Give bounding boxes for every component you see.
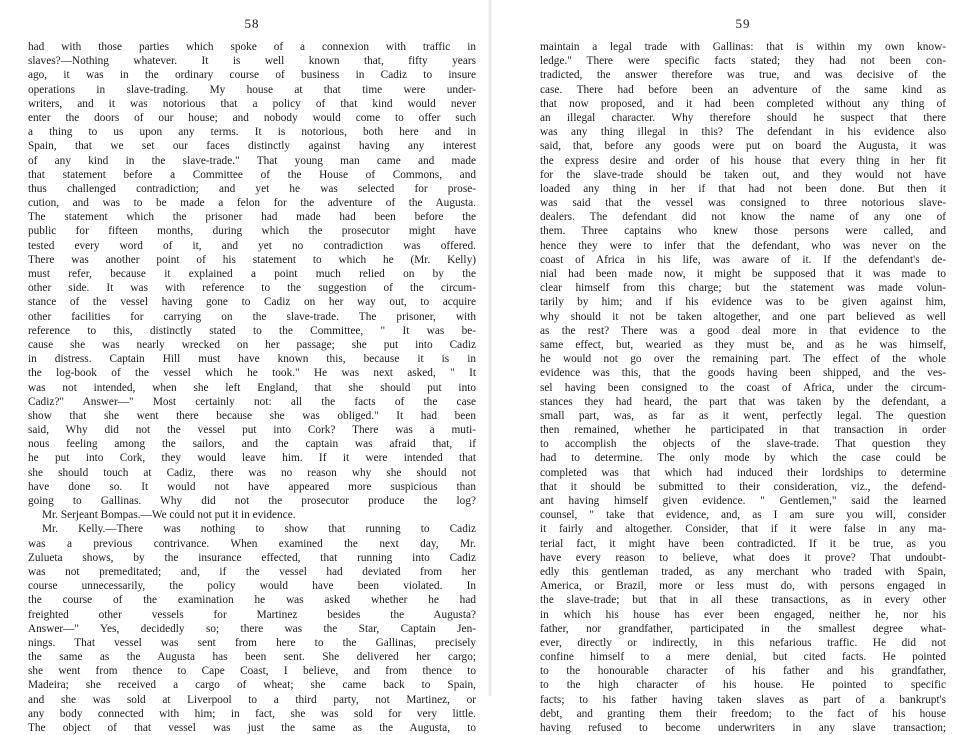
text-line: maintain a legal trade with Gallinas: that is within my own know-: [540, 41, 946, 53]
text-line: Answer—" Yes, decidedly so; there was the Star, Captain Jen-: [28, 622, 476, 635]
page-number: 59: [735, 16, 751, 31]
text-line: cution, and was to be made a felon for the adventure of the Augusta.: [28, 197, 476, 210]
text-line: show that she went there because she was obliged." It had been: [28, 409, 476, 422]
text-line: Spain, that we set our faces distinctly against having any interest: [28, 140, 476, 153]
text-line: operations in slave-trading. My house at that time were under-: [28, 83, 476, 96]
text-line: edly this gentleman traded, as any merchant who traded with Spain,: [540, 565, 946, 578]
text-line: Zulueta shows, by the insurance effected, that running into Cadiz: [28, 551, 476, 564]
text-line: facts; to his father having taken slaves as part of a bankrupt's: [540, 693, 946, 706]
text-line: confine himself to a mere denial, but cited facts. He pointed: [540, 651, 946, 664]
text-line: was not premeditated; and, if the vessel had deviated from her: [28, 565, 476, 578]
text-line: small part, was, as far as it went, perfectly legal. The question: [540, 409, 946, 422]
text-line: ant having himself given evidence. " Gentlemen," said the learned: [540, 495, 946, 507]
text-line: cause she was nearly wrecked on her passage; she put into Cadiz: [28, 338, 476, 351]
text-line: was not intended, when she left England, that she should put into: [28, 381, 476, 394]
text-line: thus challenged contradiction; and yet he was selected for prose-: [28, 182, 476, 195]
text-line: completed was that which had induced their lordships to determine: [540, 466, 946, 479]
text-line: reference to this, distinctly stated to the Committee, " It was be-: [28, 324, 476, 337]
text-line: he would not go over the remaining part. The effect of the whole: [540, 353, 946, 366]
text-line: writers, and it was notorious that a policy of that kind would never: [28, 97, 476, 110]
text-line: debt, and granting them their freedom; to the fact of his house: [540, 707, 946, 720]
text-line: having refused to become underwriters in any slave transaction;: [540, 722, 946, 734]
text-line: ever, directly or indirectly, in this nefarious traffic. He did not: [540, 636, 946, 649]
text-line: he put into Cork, they would leave him. If it were intended that: [28, 452, 476, 465]
text-line: them. Three captains who knew those persons were called, and: [540, 225, 946, 238]
text-line: to accomplish the objects of the slave-trade. That question they: [540, 438, 946, 451]
text-line: an illegal character. Why therefore should he suspect that there: [540, 111, 946, 124]
text-line: Cadiz?" Answer—" Most certainly not: all the facts of the case: [28, 395, 476, 408]
text-line: hence they were to infer that the defendant, who was never on the: [540, 239, 946, 252]
text-line: that statement before a Committee of the House of Commons, and: [28, 168, 476, 181]
text-line: the log-book of the vessel which he took." He was next asked, " It: [28, 367, 476, 380]
text-line: as the rest? There was a good deal more in that evidence to the: [540, 324, 946, 337]
text-line: why should it not be taken altogether, and one part believed as well: [540, 310, 946, 323]
text-line: was any thing illegal in this? The defendant in his evidence also: [540, 126, 946, 139]
text-line: clear himself from this charge; but the statement was made volun-: [540, 282, 946, 295]
text-line: a thing to us upon any terms. It is notorious, both here and in: [28, 126, 476, 139]
text-line: the same as the Augusta has been sent. She delivered her cargo;: [28, 651, 476, 664]
text-line: have every reason to believe, what does it prove? That undoubt-: [540, 551, 946, 564]
text-block: [28, 40, 476, 735]
text-line: America, or Brazil, more or less must do, with persons engaged in: [540, 580, 946, 593]
text-line: had to determine. The only mode by which the case could be: [540, 452, 946, 465]
text-line: coast of Africa in his life, was aware of it. If the defendant's de-: [540, 253, 946, 266]
text-line: same effect, but, wearied as they must be, and as he was himself,: [540, 338, 946, 351]
text-line: must refer, because it explained a point much relied on by the: [28, 268, 476, 280]
text-line: in which his house has ever been engaged, neither he, nor his: [540, 608, 946, 621]
text-line: she went from thence to Cape Coast, I believe, and from thence to: [28, 665, 476, 678]
text-line: any body connected with him; in fact, she was sold for very little.: [28, 707, 476, 720]
text-line: and she was sold at Liverpool to a third party, not Martinez, or: [28, 693, 476, 706]
text-line: it fairly and altogether. Consider, that if it were false in any ma-: [540, 523, 946, 536]
text-line: she should touch at Cadiz, there was no reason why she should not: [28, 466, 476, 479]
text-line: other facilities for carrying on the slave-trade. The prisoner, with: [28, 310, 476, 323]
text-line: Mr. Serjeant Bompas.—We could not put it in evidence.: [42, 509, 296, 522]
text-line: freighted other vessels for Martinez besides the Augusta?: [28, 608, 476, 621]
text-line: tarily by him; and if his evidence was to be given against him,: [540, 296, 946, 309]
text-line: Mr. Kelly.—There was nothing to show that running to Cadiz: [42, 523, 476, 536]
text-line: ledge." There were specific facts stated; they had not been con-: [540, 55, 946, 68]
text-line: Madeira; she received a cargo of wheat; she came back to Spain,: [28, 679, 476, 692]
text-line: The statement which the prisoner had made had been before the: [28, 211, 476, 224]
text-line: There was another point of his statement to which he (Mr. Kelly): [28, 253, 476, 266]
text-line: going to Gallinas. Why did not the prosecutor produce the log?: [28, 495, 476, 507]
text-line: dealers. The defendant did not know the name of any one of: [540, 211, 946, 224]
text-line: slaves?—Nothing whatever. It is well known that, fifty years: [28, 55, 476, 68]
text-line: stance of the vessel having gone to Cadiz on her way out, to acquire: [28, 296, 476, 309]
text-line: case. There had before been an adventure of the same kind as: [540, 83, 946, 96]
text-line: sel having been consigned to the coast of Africa, under the circum-: [540, 381, 946, 394]
text-line: enter the doors of our house; and nobody would come to offer such: [28, 111, 476, 124]
text-line: terial fact, it might have been contradicted. If it be true, as you: [540, 537, 946, 550]
text-line: father, nor grandfather, participated in the smallest degree what-: [540, 622, 946, 635]
text-line: the express desire and order of his house that every thing in her fit: [540, 154, 946, 167]
text-line: in distress. Captain Hill must have known this, because it is in: [28, 353, 476, 366]
text-line: course unnecessarily, the policy would have been violated. In: [28, 580, 476, 593]
text-line: the course of the examination he was asked whether he had: [28, 594, 476, 607]
text-line: said, Why did not the vessel put into Cork? There was a muti-: [28, 424, 476, 437]
text-line: was said that the vessel was consigned to three notorious slave-: [540, 197, 946, 210]
text-line: loaded any thing in her if that had not been done. But then it: [540, 182, 946, 195]
text-line: tested every word of it, and yet no contradiction was offered.: [28, 239, 476, 252]
text-line: have done so. It would not have appeared more suspicious than: [28, 480, 476, 493]
text-line: nial had been made now, it might be supposed that it was made to: [540, 268, 946, 280]
text-line: then remained, whether he participated in that transaction in order: [540, 424, 946, 437]
page-number: 58: [244, 16, 260, 31]
text-line: other side. It was with reference to the suggestion of the circum-: [28, 282, 476, 295]
text-line: of any kind in the slave-trade." That young man came and made: [28, 154, 476, 167]
text-line: for the slave-trade should be taken out, and they would not have: [540, 168, 946, 181]
text-line: counsel, " take that evidence, and, as I am sure you will, consider: [540, 509, 946, 522]
text-line: nous feeling among the sailors, and the captain was afraid that, if: [28, 438, 476, 451]
text-line: ago, it was in the ordinary course of business in Cadiz to insure: [28, 69, 476, 82]
text-line: to the high character of his house. He pointed to specific: [540, 679, 946, 692]
text-line: to the honourable character of his father and his grandfather,: [540, 665, 946, 678]
text-line: The object of that vessel was just the same as the Augusta, to: [28, 722, 476, 734]
text-line: evidence was this, that the goods having been shipped, and the ves-: [540, 367, 946, 380]
left-page: [0, 0, 490, 734]
text-line: was a previous contrivance. When examined the next day, Mr.: [28, 537, 476, 550]
text-line: that it should be submitted to their consideration, viz., the defend-: [540, 480, 946, 493]
text-line: stances they had heard, the part that was taken by the defendant, a: [540, 395, 946, 408]
text-line: the slave-trade; but that in all these transactions, as in every other: [540, 594, 946, 607]
text-line: had with those parties which spoke of a connexion with traffic in: [28, 41, 476, 53]
text-line: public for fifteen months, during which the prosecutor might have: [28, 225, 476, 238]
right-page: [490, 0, 980, 734]
text-line: said, that, before any goods were put on board the Augusta, it was: [540, 140, 946, 153]
text-line: tradicted, the answer therefore was true, and was decisive of the: [540, 69, 946, 82]
text-block: [540, 40, 946, 735]
text-line: nings. That vessel was sent from here to the Gallinas, precisely: [28, 636, 476, 649]
text-line: that now proposed, and it had been completed without any thing of: [540, 97, 946, 110]
